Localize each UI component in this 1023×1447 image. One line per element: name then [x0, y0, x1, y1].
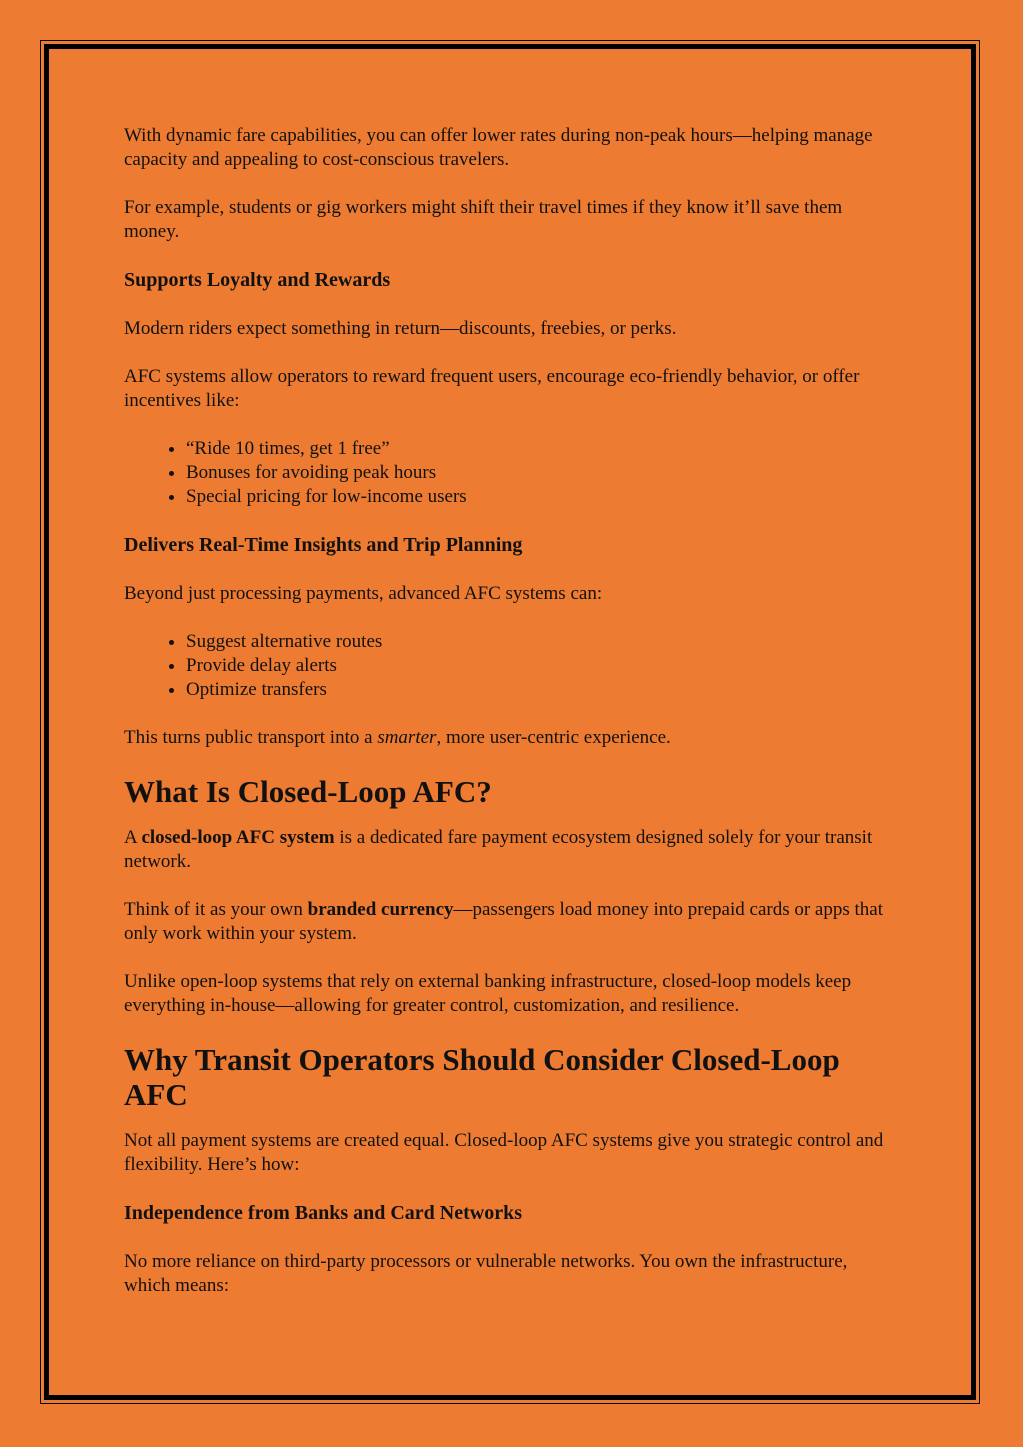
heading-independence: Independence from Banks and Card Networks — [124, 1202, 523, 1224]
list-item: • Provide delay alerts — [186, 654, 894, 678]
paragraph-smarter — [124, 726, 894, 750]
text-segment: , more user-centric experience. — [436, 727, 671, 748]
strong-branded-currency: branded currency — [307, 899, 454, 920]
paragraph-dynamic-fare: With dynamic fare capabilities, you can offer lower rates during non-peak hours—helping manage capacity and appealing to cost-conscious travelers. — [124, 125, 873, 170]
text-segment: —passengers load money into prepaid cards or apps that only work within your system. — [124, 899, 883, 944]
heading-closed-loop: What Is Closed-Loop AFC? — [124, 774, 492, 809]
paragraph-branded-currency — [124, 898, 894, 946]
text-segment: This turns public transport into a — [124, 727, 378, 748]
paragraph-no-reliance: No more reliance on third-party processors or vulnerable networks. You own the infrastructure, which means: — [124, 1251, 848, 1296]
emphasis-smarter: smarter — [377, 727, 437, 748]
list-item: • Special pricing for low-income users — [186, 485, 894, 509]
rewards-list — [124, 437, 894, 509]
list-item: • Bonuses for avoiding peak hours — [186, 461, 894, 485]
document-body — [124, 124, 894, 1322]
paragraph-not-all-equal: Not all payment systems are created equal. Closed-loop AFC systems give you strategic control and flexibility. Here’s how: — [124, 1130, 884, 1175]
heading-loyalty: Supports Loyalty and Rewards — [124, 269, 391, 291]
paragraph-riders-expect: Modern riders expect something in return—discounts, freebies, or perks. — [124, 318, 677, 339]
list-item: • “Ride 10 times, get 1 free” — [186, 437, 894, 461]
paragraph-closed-loop-def — [124, 826, 894, 874]
insights-list — [124, 630, 894, 702]
paragraph-beyond-payments: Beyond just processing payments, advanced AFC systems can: — [124, 583, 603, 604]
text-segment: is a dedicated fare payment ecosystem designed solely for your transit network. — [124, 827, 873, 872]
strong-closed-loop-system: closed-loop AFC system — [141, 827, 335, 848]
text-segment: Think of it as your own — [124, 899, 308, 920]
paragraph-example: For example, students or gig workers might shift their travel times if they know it’ll save them money. — [124, 197, 843, 242]
list-item: • Optimize transfers — [186, 678, 894, 702]
list-item: • Suggest alternative routes — [186, 630, 894, 654]
paragraph-open-loop-compare: Unlike open-loop systems that rely on external banking infrastructure, closed-loop models keep everything in-house—allowing for greater control, customization, and resilience. — [124, 971, 852, 1016]
text-segment: A — [124, 827, 142, 848]
heading-why-operators: Why Transit Operators Should Consider Closed-Loop AFC — [124, 1042, 840, 1112]
heading-insights: Delivers Real-Time Insights and Trip Planning — [124, 534, 523, 556]
paragraph-afc-reward: AFC systems allow operators to reward frequent users, encourage eco-friendly behavior, or offer incentives like: — [124, 366, 860, 411]
